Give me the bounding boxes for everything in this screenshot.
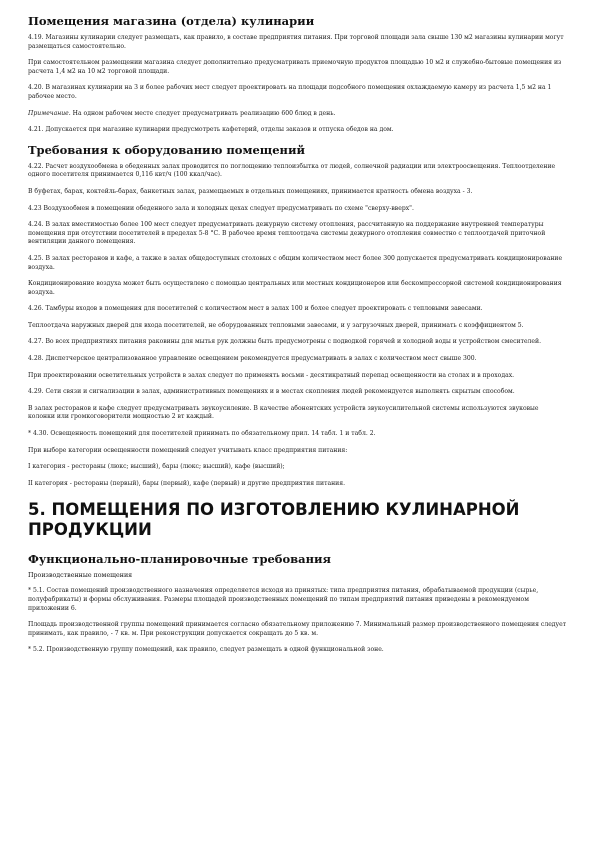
paragraph: 4.24. В залах вместимостью более 100 мест следует предусматривать дежурную систему отопления, рассчитанную на поддержание внутренней температуры помещения при отсутствии посетителей в пределах 5-8 °С. В рабочее время теплоотдача системы дежурного отопления совместно с теплоотдачей приточной вентиляции данного помещения. <box>28 221 546 246</box>
paragraph: 4.26. Тамбуры входов в помещения для посетителей с количеством мест в залах 100 и более следует проектировать с тепловыми завесами. <box>28 305 483 313</box>
chapter-title: 5. ПОМЕЩЕНИЯ ПО ИЗГОТОВЛЕНИЮ КУЛИНАРНОЙ ПРОДУКЦИИ <box>28 500 520 540</box>
paragraph: 4.21. Допускается при магазине кулинарии предусмотреть кафетерий, отделы заказов и отпуска обедов на дом. <box>28 126 394 134</box>
note-paragraph <box>28 110 567 119</box>
paragraph: При проектировании осветительных устройств в залах следует по применять восьми - десятикратный перепад освещенности на столах и в проходах. <box>28 371 515 379</box>
paragraph: При выборе категории освещенности помещений следует учитывать класс предприятия питания: <box>28 446 348 454</box>
paragraph: 4.22. Расчет воздухообмена в обеденных залах проводится по поглощению теплоизбытка от людей, солнечной радиации или электроосвещения. Теплоотделение одного посетителя принимается 0,116 квт/ч (100 ккал/час). <box>28 162 556 179</box>
subsection-title: Производственные помещения <box>28 572 133 580</box>
paragraph: * 5.2. Производственную группу помещений, как правило, следует размещать в одной функциональной зоне. <box>28 646 384 654</box>
paragraph: При самостоятельном размещении магазина следует дополнительно предусматривать приемочную продуктов площадью 10 м2 и служебно-бытовые помещения из расчета 1,4 м2 на 10 м2 торговой площади. <box>28 59 562 75</box>
paragraph: Кондиционирование воздуха может быть осуществлено с помощью центральных или местных кондиционеров или бескомпрессорной системой кондиционирования воздуха. <box>28 280 562 296</box>
paragraph: * 5.1. Состав помещений производственного назначения определяется исходя из принятых: типа предприятия питания, обрабатываемой продукции (сырье, полуфабрикаты) и формы обслуживания. Размеры площадей производственных помещений по типам предприятий питания приведены в рекомендуемом приложении 6. <box>28 587 539 612</box>
paragraph: 4.27. Во всех предприятиях питания раковины для мытья рук должны быть предусмотрены с подводкой горячей и холодной воды и устройством смесителей. <box>28 338 542 346</box>
note-text: На одном рабочем месте следует предусматривать реализацию 600 блюд в день. <box>70 109 336 117</box>
paragraph: * 4.30. Освещенность помещений для посетителей принимать по обязательному прил. 14 табл. 1 и табл. 2. <box>28 430 376 438</box>
section-title-equipment: Требования к оборудованию помещений <box>28 142 306 157</box>
note-label: Примечание. <box>28 109 71 117</box>
paragraph: Площадь производственной группы помещений принимается согласно обязательному приложению 7. Минимальный размер производственного помещения следует принимать, как правило, - 7 кв. м. При реконструкции допускается сокращать до 5 кв. м. <box>28 621 567 637</box>
section-title-functional: Функционально-планировочные требования <box>28 552 332 567</box>
paragraph: 4.23 Воздухообмен в помещении обеденного зала и холодных цехах следует предусматривать по схеме "сверху-вверх". <box>28 204 414 212</box>
paragraph: Теплоотдача наружных дверей для входа посетителей, не оборудованных тепловыми завесами, и у загрузочных дверей, принимать с коэффициентом 5. <box>28 321 524 329</box>
paragraph: В залах ресторанов и кафе следует предусматривать звукоусиление. В качестве абонентских устройств звукоусилительной системы используются звуковые колонки или громкоговорители мощностью 2 вт каждый. <box>28 404 539 421</box>
paragraph: 4.19. Магазины кулинарии следует размещать, как правило, в составе предприятия питания. При торговой площади зала свыше 130 м2 магазины кулинарии могут размещаться самостоятельно. <box>28 34 564 50</box>
section-title-shop: Помещения магазина (отдела) кулинарии <box>28 14 315 28</box>
paragraph: 4.20. В магазинах кулинарии на 3 и более рабочих мест следует проектировать на площади подсобного помещения охлаждаемую камеру из расчета 1,5 м2 на 1 рабочее место. <box>28 84 552 100</box>
paragraph: 4.28. Диспетчерское централизованное управление освещением рекомендуется предусматривать в залах с количеством мест свыше 300. <box>28 355 477 363</box>
paragraph: 4.29. Сети связи и сигнализации в залах, административных помещениях и в местах скопления людей рекомендуется выполнять скрытым способом. <box>28 388 515 396</box>
paragraph: 4.25. В залах ресторанов и кафе, а также в залах общедоступных столовых с общим количеством мест более 300 допускается предусматривать кондиционирование воздуха. <box>28 254 563 271</box>
paragraph: В буфетах, барах, коктейль-барах, банкетных залах, размещаемых в отдельных помещениях, принимается кратность обмена воздуха - 3. <box>28 187 473 195</box>
paragraph: II категория - рестораны (первый), бары (первый), кафе (первый) и другие предприятия питания. <box>28 479 346 487</box>
paragraph: I категория - рестораны (люкс; высший), бары (люкс; высший), кафе (высший); <box>28 463 285 471</box>
